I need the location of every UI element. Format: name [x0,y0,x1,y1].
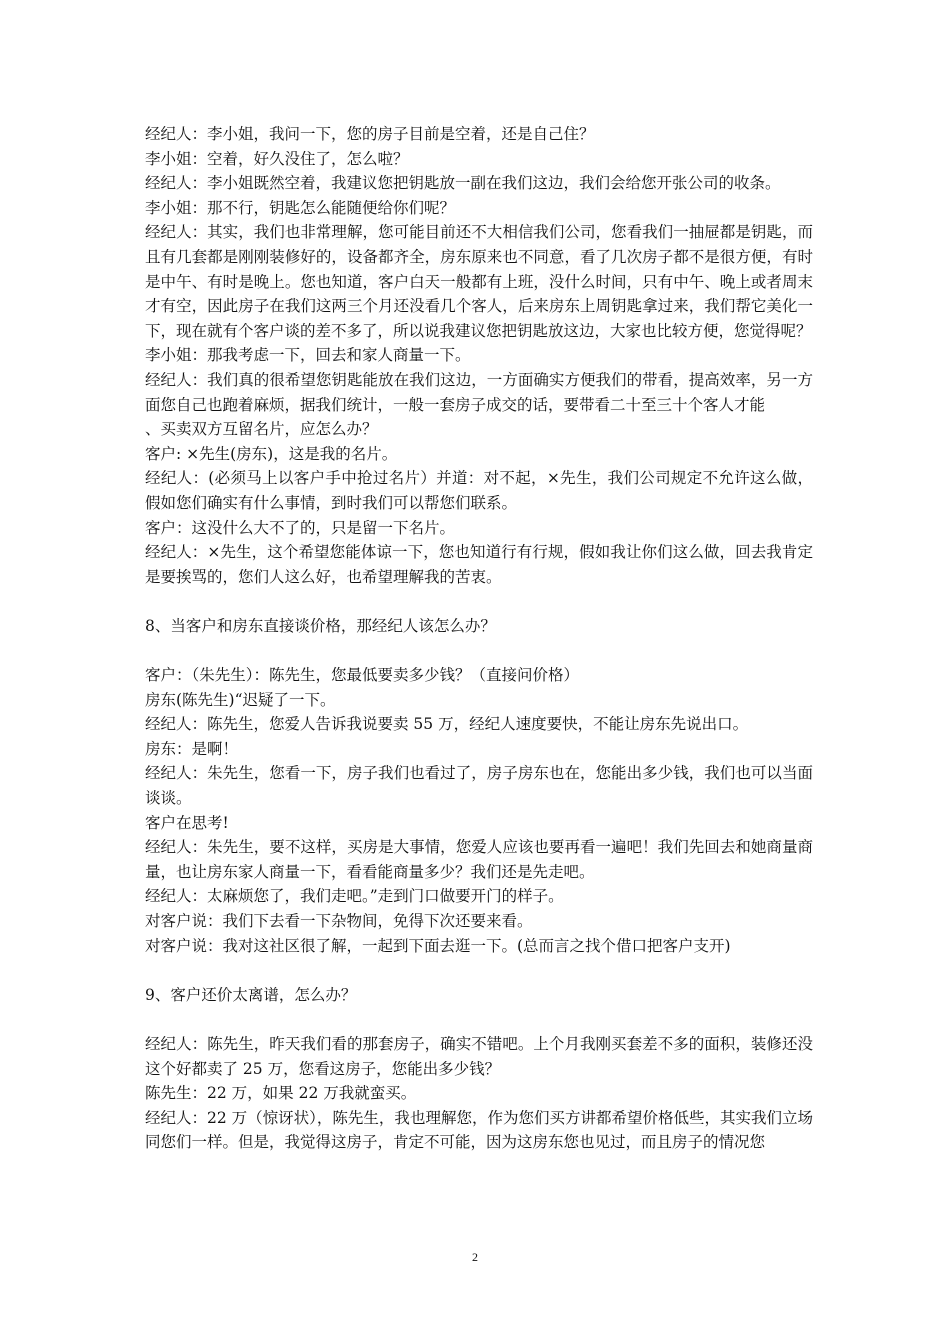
dialogue-paragraph: 经纪人：朱先生，要不这样，买房是大事情，您爱人应该也要再看一遍吧！我们先回去和她商量商量，也让房东家人商量一下，看看能商量多少？我们还是先走吧。 [145,838,813,881]
section-heading: 8、当客户和房东直接谈价格，那经纪人该怎么办？ [145,616,496,635]
dialogue-paragraph: 经纪人：陈先生，昨天我们看的那套房子，确实不错吧。上个月我刚买套差不多的面积，装修还没这个好都卖了 25 万，您看这房子，您能出多少钱？ [145,1034,813,1078]
dialogue-paragraph: 陈先生：22 万，如果 22 万我就蛮买。 [145,1084,417,1103]
dialogue-paragraph: 李小姐：那我考虑一下，回去和家人商量一下。 [145,346,471,365]
dialogue-paragraph: 、买卖双方互留名片，应怎么办？ [145,420,378,439]
dialogue-paragraph: 客户在思考! [145,813,229,832]
dialogue-paragraph: 经纪人：太麻烦您了，我们走吧。”走到门口做要开门的样子。 [145,887,564,906]
blank-line [145,1007,813,1032]
dialogue-paragraph: 经纪人：其实，我们也非常理解，您可能目前还不大相信我们公司，您看我们一抽屉都是钥匙，而且有几套都是刚刚装修好的，设备都齐全，房东原来也不同意，看了几次房子都不是很方便，有时是中午、有时是晚上。您也知道，客户白天一般都有上班，没什么时间，只有中午、晚上或者周末才有空，因此房子在我们这两三个月还没看几个客人，后来房东上周钥匙拿过来，我们帮它美化一下，现在就有个客户谈的差不多了，所以说我建议您把钥匙放这边，大家也比较方便，您觉得呢？ [145,223,813,340]
dialogue-paragraph: 李小姐：空着，好久没住了，怎么啦？ [145,149,409,168]
blank-line [145,958,813,983]
dialogue-paragraph: 经纪人：陈先生，您爱人告诉我说要卖 55 万，经纪人速度要快，不能让房东先说出口。 [145,715,749,734]
dialogue-paragraph: 房东(陈先生)“迟疑了一下。 [145,690,336,709]
dialogue-paragraph: 经纪人：李小姐既然空着，我建议您把钥匙放一副在我们这边，我们会给您开张公司的收条。 [145,174,781,193]
dialogue-paragraph: 经纪人：李小姐，我问一下，您的房子目前是空着，还是自己住？ [145,125,595,143]
dialogue-paragraph: 对客户说：我们下去看一下杂物间，免得下次还要来看。 [145,912,533,930]
dialogue-paragraph: 客户：（朱先生）：陈先生，您最低要卖多少钱？（直接问价格） [145,666,580,685]
dialogue-paragraph: 经纪人：我们真的很希望您钥匙能放在我们这边，一方面确实方便我们的带看，提高效率，另一方面您自己也跑着麻烦，据我们统计，一般一套房子成交的话，要带看二十至三十个客人才能 [145,370,813,414]
document-body [145,122,813,1155]
dialogue-paragraph: 经纪人：朱先生，您看一下，房子我们也看过了，房子房东也在，您能出多少钱，我们也可以当面谈谈。 [145,764,813,808]
dialogue-paragraph: 经纪人：×先生，这个希望您能体谅一下，您也知道行有行规，假如我让你们这么做，回去我肯定是要挨骂的，您们人这么好，也希望理解我的苦衷。 [145,543,813,586]
dialogue-paragraph: 房东：是啊！ [145,739,239,758]
dialogue-paragraph: 对客户说：我对这社区很了解，一起到下面去逛一下。(总而言之找个借口把客户支开) [145,936,731,955]
dialogue-paragraph: 经纪人：22 万（惊讶状），陈先生，我也理解您，作为您们买方讲都希望价格低些，其实我们立场同您们一样。但是，我觉得这房子，肯定不可能，因为这房东您也见过，而且房子的情况您 [145,1108,813,1152]
dialogue-paragraph: 李小姐：那不行，钥匙怎么能随便给你们呢？ [145,198,456,217]
dialogue-paragraph: 经纪人：(必须马上以客户手中抢过名片）并道：对不起，×先生，我们公司规定不允许这么做，假如您们确实有什么事情，到时我们可以帮您们联系。 [145,469,813,512]
page-number: 2 [472,1250,478,1264]
dialogue-paragraph: 客户: ×先生(房东)，这是我的名片。 [145,444,398,463]
dialogue-paragraph: 客户：这没什么大不了的，只是留一下名片。 [145,518,456,537]
section-heading: 9、客户还价太离谱，怎么办？ [145,985,357,1004]
blank-line [145,589,813,614]
blank-line [145,638,813,663]
